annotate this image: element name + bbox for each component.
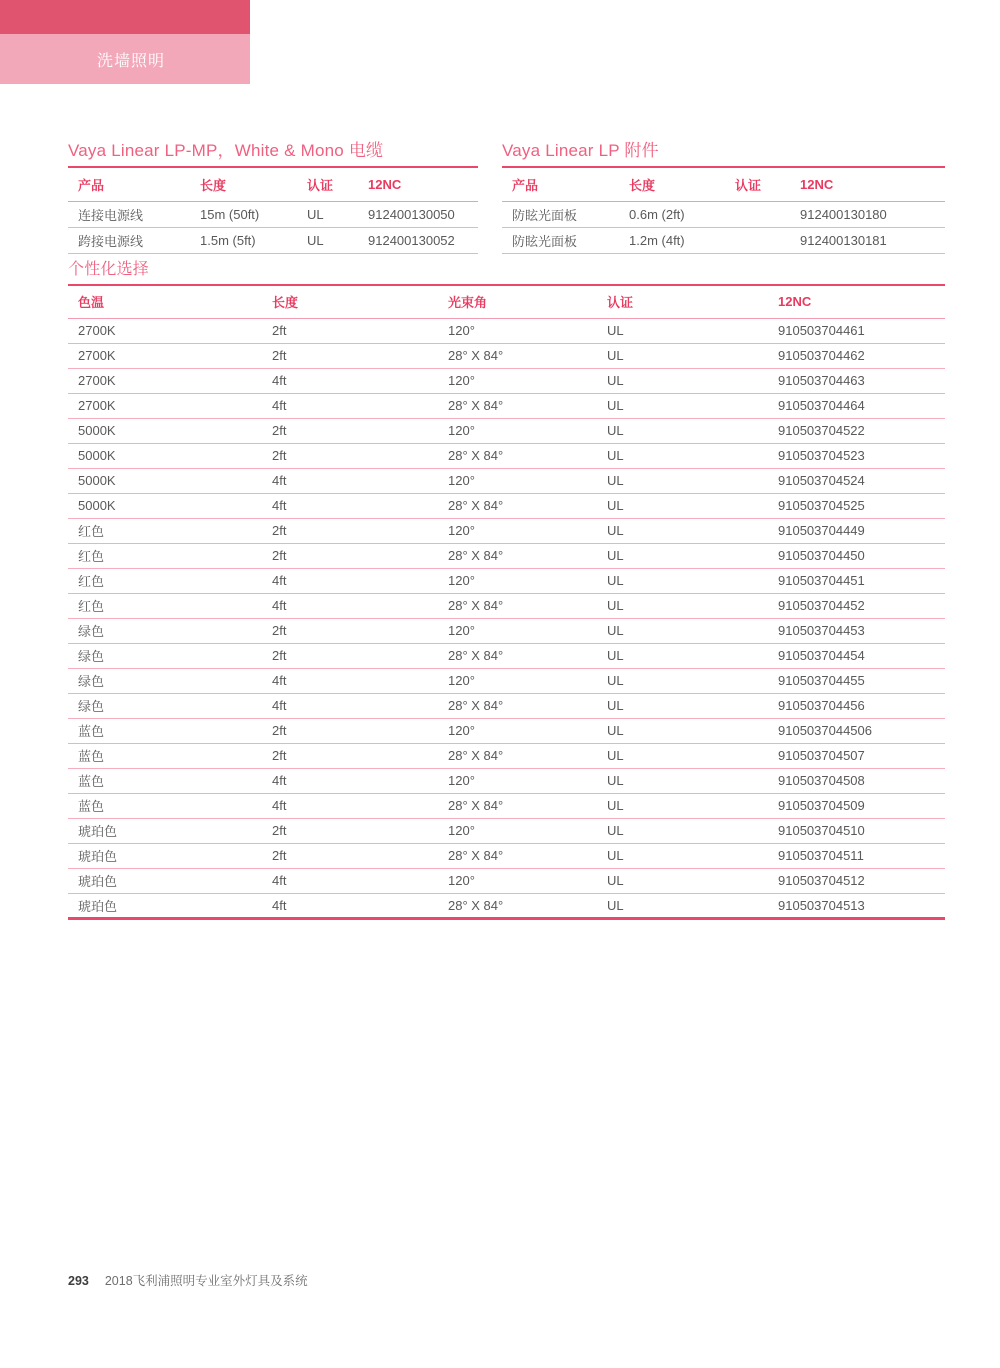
table-row [68,593,945,618]
table-cell: 28° X 84° [438,693,597,718]
table-cell: 4ft [262,568,438,593]
cable-table-body [68,201,478,253]
table-cell: 2ft [262,843,438,868]
table-cell: 蓝色 [68,768,262,793]
table-cell: 2ft [262,643,438,668]
table-cell: 绿色 [68,693,262,718]
table-row [68,643,945,668]
column-header: 认证 [297,168,358,201]
accessory-table [502,168,945,254]
table-cell: 910503704461 [768,318,945,343]
table-cell: 120° [438,818,597,843]
table-cell: 120° [438,618,597,643]
table-cell: UL [597,693,768,718]
accessory-table-body [502,201,945,253]
table-cell: 4ft [262,593,438,618]
table-cell: 2ft [262,618,438,643]
table-cell: 跨接电源线 [68,227,190,253]
table-cell: 910503704508 [768,768,945,793]
options-table-head [68,286,945,318]
column-header: 光束角 [438,286,597,318]
table-cell: UL [597,668,768,693]
table-cell: UL [297,227,358,253]
header-row [502,168,945,201]
table-cell: 2ft [262,818,438,843]
table-row [68,227,478,253]
table-cell [725,201,790,227]
table-cell: 912400130181 [790,227,945,253]
table-cell: 防眩光面板 [502,227,619,253]
table-row [68,868,945,893]
page-footer [68,1271,308,1289]
table-cell: UL [597,443,768,468]
table-cell: 910503704464 [768,393,945,418]
table-cell: UL [597,718,768,743]
table-row [68,201,478,227]
column-header: 产品 [502,168,619,201]
options-table [68,286,945,920]
table-row [68,418,945,443]
table-cell: 4ft [272,897,287,913]
table-cell: 120° [438,518,597,543]
table-cell: 绿色 [68,618,262,643]
table-cell: UL [597,843,768,868]
table-cell: 910503704512 [768,868,945,893]
table-row [68,793,945,818]
column-header: 产品 [68,168,190,201]
table-cell: 蓝色 [68,743,262,768]
table-cell: UL [597,643,768,668]
header-row [68,286,945,318]
table-cell: 28° X 84° [438,743,597,768]
table-cell: 910503704456 [768,693,945,718]
table-cell: 5000K [68,468,262,493]
table-cell: 910503704507 [768,743,945,768]
table-cell: 28° X 84° [438,843,597,868]
table-cell: 1.5m (5ft) [190,227,297,253]
table-cell: 910503704463 [768,368,945,393]
table-cell: 28° X 84° [438,393,597,418]
table-cell: UL [597,568,768,593]
options-table-section [68,256,945,920]
table-cell: 4ft [262,493,438,518]
table-cell: 2700K [68,368,262,393]
table-cell: 120° [438,768,597,793]
table-cell: UL [597,343,768,368]
accessory-table-title: Vaya Linear LP 附件 [502,136,945,168]
table-cell: 4ft [262,768,438,793]
table-cell: UL [597,543,768,568]
table-cell: 910503704451 [768,568,945,593]
table-cell: 910503704450 [768,543,945,568]
table-cell: UL [597,368,768,393]
table-cell: 120° [438,368,597,393]
column-header: 色温 [68,286,262,318]
table-cell: 120° [438,468,597,493]
table-cell: 912400130050 [358,201,478,227]
table-row [68,343,945,368]
column-header: 12NC [358,168,478,201]
table-cell: 蓝色 [68,718,262,743]
table-cell: 2ft [262,518,438,543]
table-cell: 28° X 84° [438,793,597,818]
table-cell: UL [597,318,768,343]
table-cell: UL [597,768,768,793]
table-cell: 红色 [68,568,262,593]
table-row [502,201,945,227]
table-cell: 120° [438,668,597,693]
column-header: 长度 [190,168,297,201]
table-cell: 28° X 84° [438,543,597,568]
table-cell: 9105037044506 [768,718,945,743]
accessory-table-head [502,168,945,201]
table-row [68,743,945,768]
table-cell: UL [597,868,768,893]
table-cell: 910503704449 [768,518,945,543]
table-cell: 绿色 [68,668,262,693]
table-cell: 0.6m (2ft) [619,201,725,227]
column-header: 认证 [597,286,768,318]
column-header: 长度 [619,168,725,201]
table-cell: 28° X 84° [438,643,597,668]
table-cell: 28° X 84° [438,443,597,468]
table-cell: UL [597,618,768,643]
column-header: 12NC [790,168,945,201]
table-cell: UL [597,418,768,443]
table-cell: 4ft [262,793,438,818]
table-cell: UL [297,201,358,227]
table-row [68,818,945,843]
table-cell: 120° [438,718,597,743]
table-cell: 4ft [262,468,438,493]
table-cell: 防眩光面板 [502,201,619,227]
table-cell: 2ft [262,343,438,368]
table-cell: UL [597,743,768,768]
table-cell: 4ft [262,868,438,893]
table-row [68,318,945,343]
table-cell: 2700K [68,393,262,418]
table-cell: 910503704522 [768,418,945,443]
table-cell: 120° [438,318,597,343]
options-table-title: 个性化选择 [68,256,945,286]
table-row [68,543,945,568]
table-cell: 912400130180 [790,201,945,227]
table-row [68,368,945,393]
top-accent-bar [0,0,250,34]
table-row [502,227,945,253]
cable-table-head [68,168,478,201]
table-cell: 2ft [262,718,438,743]
table-cell: UL [597,393,768,418]
table-cell: UL [597,493,768,518]
table-cell: 910503704511 [768,843,945,868]
table-row [68,568,945,593]
table-cell: 910503704510 [768,818,945,843]
cable-table-title: Vaya Linear LP-MP，White & Mono 电缆 [68,136,478,168]
table-cell: 2ft [262,418,438,443]
table-row [68,718,945,743]
table-row [68,693,945,718]
table-cell: 120° [438,418,597,443]
table-row [68,468,945,493]
table-row [68,518,945,543]
column-header: 认证 [725,168,790,201]
cable-table [68,168,478,254]
table-cell: 2ft [262,318,438,343]
table-cell: UL [597,593,768,618]
accessory-table-section [502,136,945,254]
table-cell: 910503704453 [768,618,945,643]
table-cell: 绿色 [68,643,262,668]
table-cell: 28° X 84° [438,343,597,368]
table-cell: 琥珀色 [68,868,262,893]
table-cell: 120° [438,868,597,893]
category-tab [0,34,250,84]
table-row [68,393,945,418]
table-cell: 4ft [262,693,438,718]
table-cell: 912400130052 [358,227,478,253]
table-cell: 2700K [68,318,262,343]
table-cell: 15m (50ft) [190,201,297,227]
column-header: 长度 [262,286,438,318]
cable-table-section [68,136,478,254]
table-cell: UL [597,818,768,843]
table-cell: 5000K [68,418,262,443]
table-cell: 910503704454 [768,643,945,668]
table-cell: 琥珀色 [78,898,118,914]
table-cell [725,227,790,253]
table-cell: 2ft [262,543,438,568]
table-cell: 2700K [68,343,262,368]
header-row [68,168,478,201]
table-cell: 28° X 84° [438,593,597,618]
table-cell: 红色 [68,518,262,543]
table-row [68,618,945,643]
table-cell: 28° X 84° [448,897,504,913]
table-cell: 红色 [68,543,262,568]
table-row [68,443,945,468]
table-cell: 1.2m (4ft) [619,227,725,253]
table-cell: UL [597,793,768,818]
table-cell: 红色 [68,593,262,618]
table-cell: 120° [438,568,597,593]
table-cell: UL [597,468,768,493]
table-cell: 910503704455 [768,668,945,693]
table-cell: 琥珀色 [68,818,262,843]
table-cell: 5000K [68,443,262,468]
table-cell: 2ft [262,443,438,468]
table-row [68,668,945,693]
table-cell: 4ft [262,393,438,418]
table-cell: UL [597,518,768,543]
table-cell: 910503704462 [768,343,945,368]
options-table-body [68,318,945,918]
table-cell: UL [607,897,624,913]
footer-text: 2018飞利浦照明专业室外灯具及系统 [104,1274,308,1288]
table-cell: 4ft [262,368,438,393]
table-cell: 910503704509 [768,793,945,818]
table-row [68,493,945,518]
page-number: 293 [68,1274,89,1288]
column-header: 12NC [768,286,945,318]
table-cell: 910503704525 [768,493,945,518]
table-row [68,768,945,793]
table-cell: 2ft [262,743,438,768]
table-cell: 琥珀色 [68,843,262,868]
table-row [68,893,945,918]
table-cell: 910503704524 [768,468,945,493]
table-cell: 连接电源线 [68,201,190,227]
table-cell: 910503704452 [768,593,945,618]
table-cell: 910503704523 [768,443,945,468]
table-cell: 28° X 84° [438,493,597,518]
table-cell: 蓝色 [68,793,262,818]
table-cell: 5000K [68,493,262,518]
category-tab-label: 洗墙照明 [97,52,166,70]
table-cell: 910503704513 [778,897,865,913]
table-row [68,843,945,868]
table-cell: 4ft [262,668,438,693]
